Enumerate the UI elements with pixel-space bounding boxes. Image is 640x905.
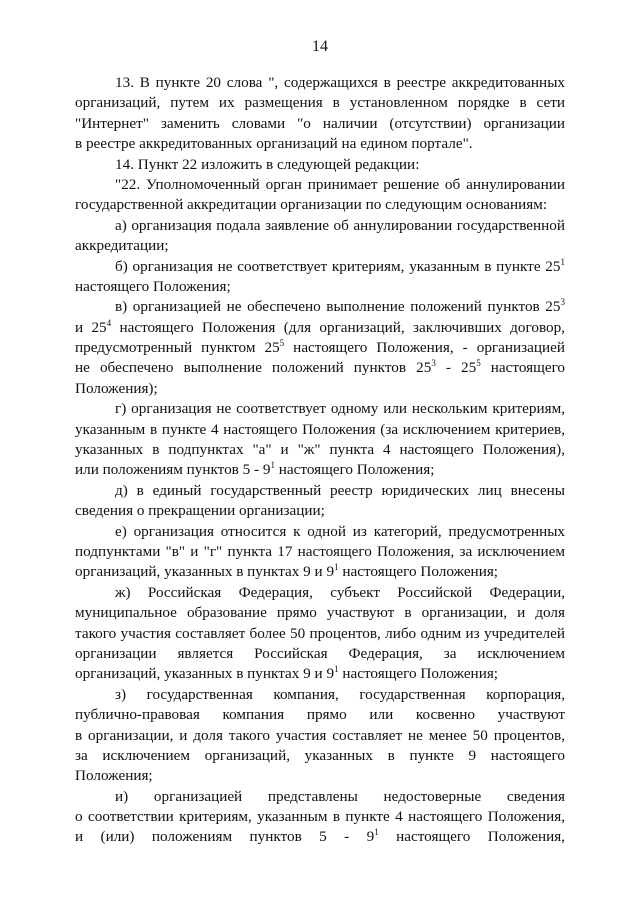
text-span: подпунктами "в" и "г" пункта 17 настоящего Положения, за исключением <box>75 542 565 560</box>
text-line <box>75 624 565 644</box>
text-span: настоящего Положения, - организацией <box>284 339 566 357</box>
text-line <box>75 460 565 480</box>
text-span: г) организация не соответствует одному или нескольким критериям, <box>115 400 565 418</box>
superscript: 5 <box>279 338 285 349</box>
text-line <box>75 257 565 277</box>
text-span: аккредитации; <box>75 237 169 255</box>
text-line <box>75 542 565 562</box>
text-line <box>75 644 565 664</box>
text-span: и (или) положениям пунктов 5 - 9 <box>75 828 375 846</box>
page-number: 14 <box>312 38 328 55</box>
text-span: настоящего Положения; <box>275 461 435 479</box>
superscript: 3 <box>431 358 436 369</box>
text-span: "Интернет" заменить словами "о наличии (отсутствии) организации <box>75 114 565 132</box>
text-span: предусмотренный пунктом 25 <box>75 339 280 357</box>
text-line <box>75 297 565 317</box>
text-span: Положения); <box>75 379 158 397</box>
text-line <box>75 705 565 725</box>
text-span: - 25 <box>435 359 477 377</box>
text-span: настоящего Положения; <box>338 665 499 683</box>
text-span: и 25 <box>75 318 107 336</box>
text-line <box>75 664 565 684</box>
text-line <box>75 134 565 154</box>
text-line <box>75 766 565 786</box>
text-line <box>75 420 565 440</box>
text-line <box>75 746 565 766</box>
text-line <box>75 399 565 419</box>
text-span: настоящего Положения, <box>378 828 565 846</box>
text-span: государственной аккредитации организации по следующим основаниям: <box>75 196 548 214</box>
text-line <box>75 807 565 827</box>
text-span: указанных в подпунктах "а" и "ж" пункта 4 настоящего Положения), <box>75 441 565 459</box>
text-span: не обеспечено выполнение положений пунктов 25 <box>75 359 432 377</box>
text-span: настоящего <box>480 359 566 377</box>
text-span: е) организация относится к одной из категорий, предусмотренных <box>115 522 565 540</box>
text-line <box>75 522 565 542</box>
text-span: настоящего Положения (для организаций, заключивших договор, <box>111 318 565 336</box>
superscript: 1 <box>374 827 379 838</box>
superscript: 1 <box>560 256 565 267</box>
text-span: ж) Российская Федерация, субъект Российской Федерации, <box>115 583 565 601</box>
text-line <box>75 93 565 113</box>
text-line <box>75 338 565 358</box>
superscript: 3 <box>560 297 565 308</box>
text-span: з) государственная компания, государственная корпорация, <box>115 685 565 703</box>
text-span: "22. Уполномоченный орган принимает решение об аннулировании <box>115 175 565 193</box>
text-line <box>75 155 565 175</box>
text-line <box>75 583 565 603</box>
text-span: публично-правовая компания прямо или косвенно участвуют <box>75 706 565 724</box>
text-line <box>75 501 565 521</box>
text-line <box>75 114 565 134</box>
text-span: Положения; <box>75 767 153 785</box>
text-span: в) организацией не обеспечено выполнение положений пунктов 25 <box>115 298 561 316</box>
text-span: а) организация подала заявление об аннулировании государственной <box>115 216 565 234</box>
text-span: д) в единый государственный реестр юридических лиц внесены <box>115 481 565 499</box>
text-line <box>75 277 565 297</box>
text-span: организаций, путем их размещения в установленном порядке в сети <box>75 94 565 112</box>
text-span: и) организацией представлены недостоверные сведения <box>115 787 565 805</box>
text-line <box>75 73 565 93</box>
text-span: организаций, указанных в пунктах 9 и 9 <box>75 665 335 683</box>
text-line <box>75 827 565 847</box>
text-span: сведения о прекращении организации; <box>75 502 325 520</box>
text-line <box>75 481 565 501</box>
text-line <box>75 685 565 705</box>
text-span: настоящего Положения; <box>338 563 499 581</box>
text-line <box>75 726 565 746</box>
text-line <box>75 175 565 195</box>
superscript: 1 <box>334 664 339 675</box>
text-span: б) организация не соответствует критериям, указанным в пункте 25 <box>115 257 561 275</box>
text-span: муниципальное образование прямо участвуют в организации, и доля <box>75 604 565 622</box>
text-span: в реестре аккредитованных организаций на едином портале". <box>75 135 473 153</box>
superscript: 1 <box>334 562 339 573</box>
text-line <box>75 358 565 378</box>
text-span: за исключением организаций, указанных в пункте 9 настоящего <box>75 746 565 764</box>
text-line <box>75 216 565 236</box>
text-line <box>75 236 565 256</box>
document-body <box>75 73 565 848</box>
text-line <box>75 195 565 215</box>
text-span: в организации, и доля такого участия составляет не менее 50 процентов, <box>75 726 565 744</box>
text-span: 13. В пункте 20 слова ", содержащихся в реестре аккредитованных <box>115 74 565 91</box>
text-span: организаций, указанных в пунктах 9 и 9 <box>75 563 335 581</box>
text-line <box>75 787 565 807</box>
text-span: организации является Российская Федерация, за исключением <box>75 644 565 662</box>
text-span: такого участия составляет более 50 процентов, либо одним из учредителей <box>75 624 565 642</box>
text-line <box>75 440 565 460</box>
text-line <box>75 562 565 582</box>
text-line <box>75 318 565 338</box>
superscript: 5 <box>476 358 481 369</box>
superscript: 4 <box>106 317 112 328</box>
text-line <box>75 379 565 399</box>
text-span: настоящего Положения; <box>75 277 231 295</box>
superscript: 1 <box>270 460 275 471</box>
text-span: или положениям пунктов 5 - 9 <box>75 461 271 479</box>
text-line <box>75 603 565 623</box>
text-span: 14. Пункт 22 изложить в следующей редакции: <box>115 155 420 173</box>
text-span: указанным в пункте 4 настоящего Положения (за исключением критериев, <box>75 420 565 438</box>
text-span: о соответствии критериям, указанным в пункте 4 настоящего Положения, <box>75 808 565 826</box>
